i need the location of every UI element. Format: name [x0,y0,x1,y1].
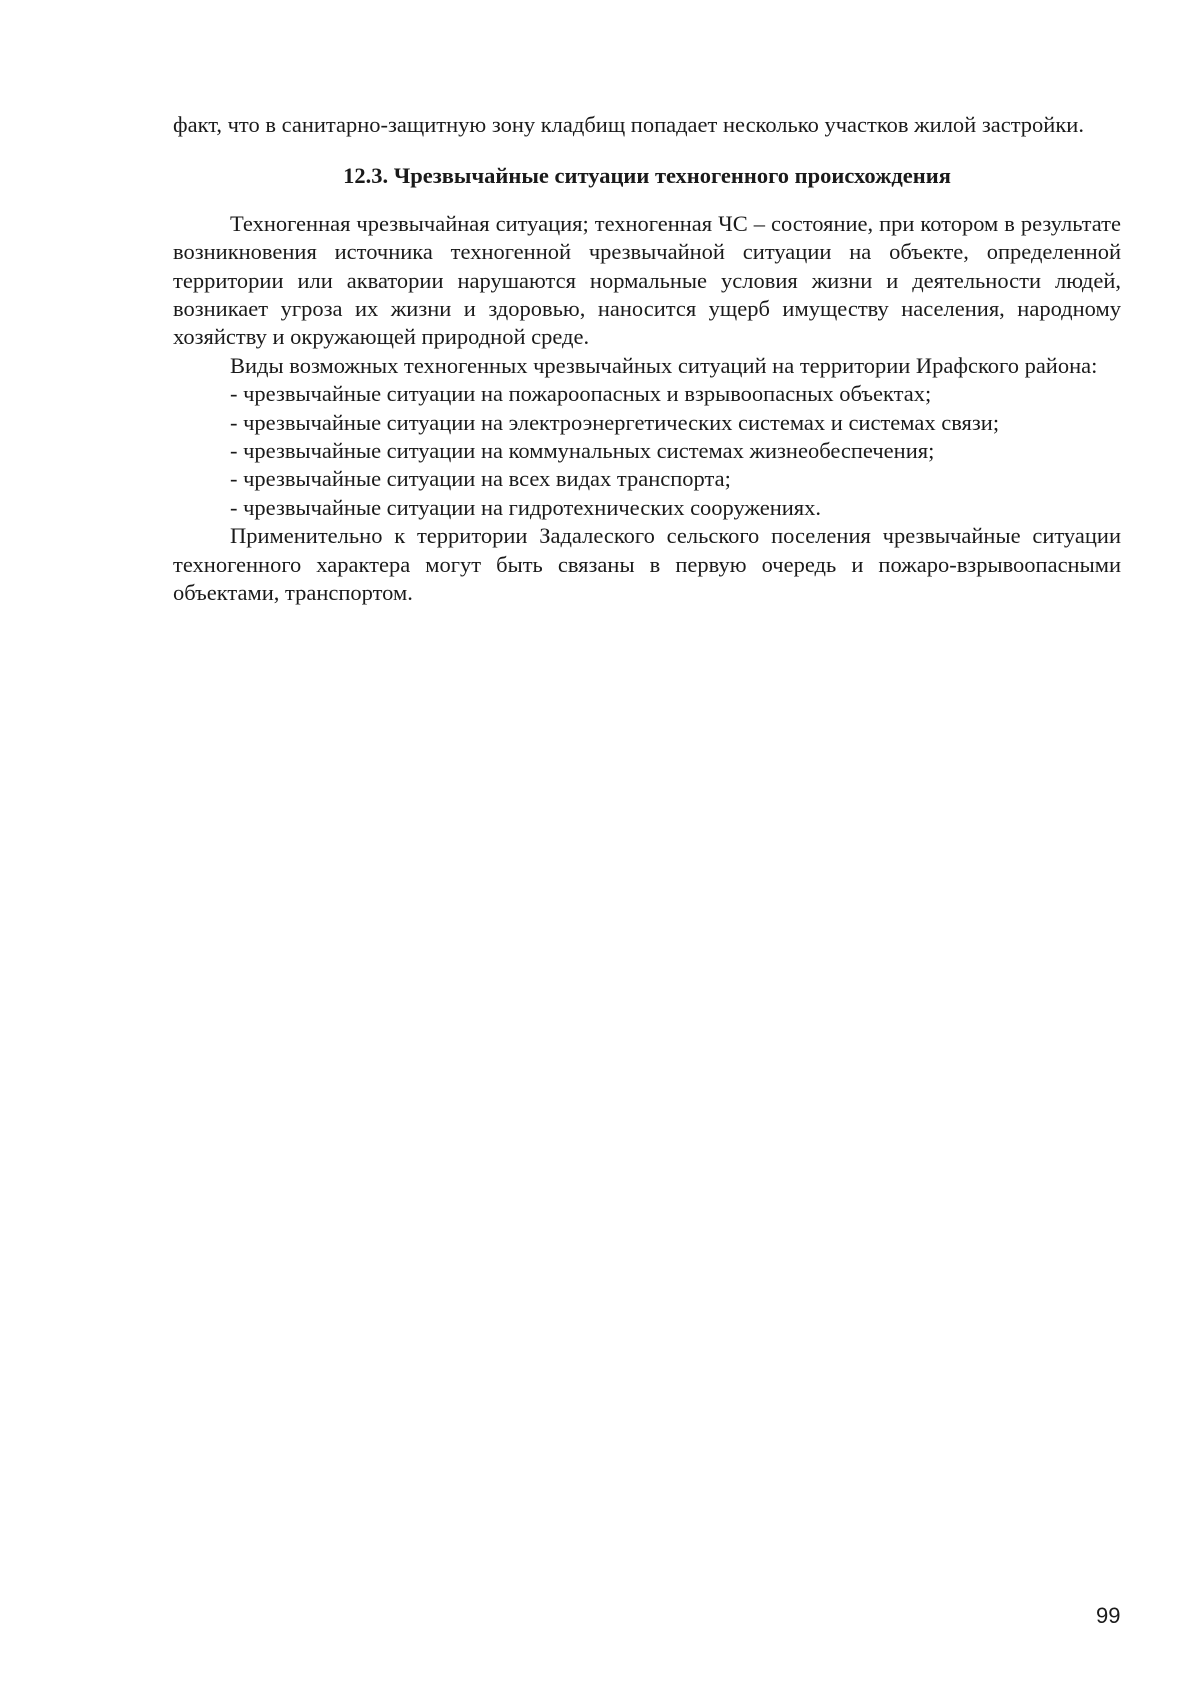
list-item: - чрезвычайные ситуации на гидротехнических сооружениях. [230,494,821,520]
section-heading: 12.3. Чрезвычайные ситуации техногенного происхождения [343,163,951,189]
definition-paragraph: Техногенная чрезвычайная ситуация; техногенная ЧС – состояние, при котором в результате возникновения источника техногенной чрезвычайной ситуации на объекте, определенной территории или акватории нарушаются нормальные условия жизни и деятельности людей, возникает угроза их жизни и здоровью, наносится ущерб имуществу населения, народному хозяйству и окружающей природной среде. [173,210,1121,350]
conclusion-paragraph: Применительно к территории Задалеского сельского поселения чрезвычайные ситуации техногенного характера могут быть связаны в первую очередь и пожаро-взрывоопасными объектами, транспортом. [173,523,1121,606]
page-number: 99 [1096,1603,1121,1628]
list-item: - чрезвычайные ситуации на коммунальных системах жизнеобеспечения; [230,438,935,464]
list-item: - чрезвычайные ситуации на электроэнергетических системах и системах связи; [230,409,1000,435]
types-intro-paragraph: Виды возможных техногенных чрезвычайных ситуаций на территории Ирафского района: [230,352,1098,378]
page-content [173,111,1121,608]
intro-paragraph: факт, что в санитарно-защитную зону кладбищ попадает несколько участков жилой застройки. [173,112,1084,137]
list-item: - чрезвычайные ситуации на пожароопасных и взрывоопасных объектах; [230,381,932,407]
list-item: - чрезвычайные ситуации на всех видах транспорта; [230,466,731,492]
emergency-types-list [173,380,1121,522]
